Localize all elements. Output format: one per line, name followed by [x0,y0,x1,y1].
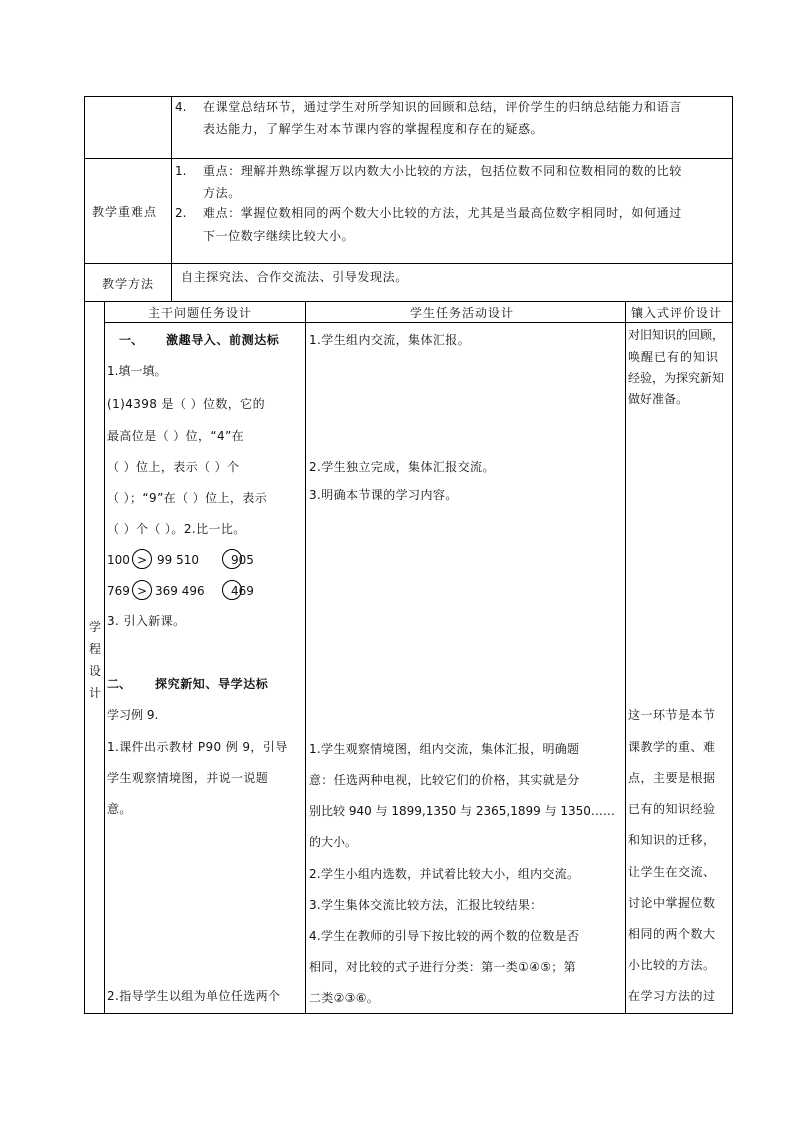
column-header: 主干问题任务设计 [148,306,253,320]
evaluation-line: 做好准备。 [628,392,689,406]
step1-line: 1.课件出示教材 P90 例 9，引导 [107,740,288,754]
row1-text-line1: 在课堂总结环节，通过学生对所学知识的回顾和总结，评价学生的归纳总结能力和语言 [203,100,682,114]
evaluation-line: 让学生在交流、 [628,865,716,879]
question1-line: （ ）；“9”在（ ）位上，表示 [107,491,268,505]
activity-line: 的大小。 [309,835,358,849]
item1-number: 1. [175,164,187,178]
item2-number: 2. [175,206,187,220]
question1: 1.填一填。 [107,364,167,378]
evaluation-line: 这一环节是本节 [628,708,716,722]
column-header: 镶入式评价设计 [631,306,723,320]
step1-line: 学生观察情境图，并说一说题 [107,771,269,785]
compare-number: 100 [107,553,130,567]
row-divider [84,301,733,302]
step2-line: 2.指导学生以组为单位任选两个 [107,989,281,1003]
compare-number: 905 [231,553,254,567]
evaluation-line: 对旧知识的回顾， [628,328,725,342]
activity-line: 1.学生组内交流，集体汇报。 [309,333,471,347]
activity-line: 二类②③⑥。 [309,991,380,1005]
item1-line1: 重点：理解并熟练掌握万以内数大小比较的方法，包括位数不同和位数相同的数的比较 [203,164,682,178]
activity-line: 3.学生集体交流比较方法，汇报比较结果： [309,898,543,912]
activity-line: 2.学生独立完成，集体汇报交流。 [309,460,495,474]
activity-line: 4.学生在教师的引导下按比较的两个数的位数是否 [309,929,580,943]
question3: 3. 引入新课。 [107,614,186,628]
col-divider [104,301,105,1014]
item2-line1: 难点：掌握位数相同的两个数大小比较的方法，尤其是当最高位数字相同时，如何通过 [203,206,682,220]
evaluation-line: 课教学的重、难 [628,740,716,754]
evaluation-line: 和知识的迁移， [628,833,716,847]
method-content: 自主探究法、合作交流法、引导发现法。 [181,270,408,284]
side-label: 学程设计 [88,620,101,700]
row-divider [84,263,733,264]
step1-line: 意。 [107,802,132,816]
col-divider [305,301,306,1014]
evaluation-line: 相同的两个数大 [628,927,716,941]
activity-line: 相同，对比较的式子进行分类：第一类①④⑤；第 [309,960,576,974]
row1-text-line2: 表达能力，了解学生对本节课内容的掌握程度和存在的疑惑。 [203,122,544,136]
method-label: 教学方法 [102,277,155,291]
section2-number: 二、 [107,677,132,691]
question1-line: (1)4398 是（ ）位数，它的 [107,397,265,411]
activity-line: 1.学生观察情境图，组内交流，集体汇报，明确题 [309,742,580,756]
section1-number: 一、 [119,333,144,347]
row-divider [84,158,733,159]
section1-title: 激趣导入、前测达标 [166,333,280,347]
key-difficult-label: 教学重难点 [92,205,158,219]
compare-symbol: > [137,584,148,598]
evaluation-line: 已有的知识经验 [628,802,716,816]
evaluation-line: 唤醒已有的知识 [628,350,720,364]
question1-line: 最高位是（ ）位，“4”在 [107,429,245,443]
compare-number: 769 [107,584,130,598]
evaluation-line: 经验，为探究新知 [628,371,725,385]
study-example: 学习例 9. [107,708,159,722]
col-divider [625,301,626,1014]
row1-number: 4. [175,100,187,114]
question1-line: （ ）位上，表示（ ）个 [107,460,240,474]
compare-number: 469 [231,584,254,598]
evaluation-line: 在学习方法的过 [628,989,716,1003]
activity-line: 2.学生小组内选数，并试着比较大小，组内交流。 [309,867,580,881]
col-divider [171,96,172,301]
evaluation-line: 点，主要是根据 [628,771,716,785]
item2-line2: 下一位数字继续比较大小。 [203,229,355,243]
item1-line2: 方法。 [203,186,241,200]
compare-number: 99 510 [157,553,199,567]
evaluation-line: 讨论中掌握位数 [628,896,716,910]
activity-line: 3.明确本节课的学习内容。 [309,488,458,502]
column-header: 学生任务活动设计 [410,306,515,320]
compare-number: 369 496 [155,584,205,598]
row-divider [104,322,733,323]
evaluation-line: 小比较的方法。 [628,958,716,972]
activity-line: 别比较 940 与 1899,1350 与 2365,1899 与 1350…… [309,804,615,818]
question1-line: （ ）个（ ）。2.比一比。 [107,522,246,536]
section2-title: 探究新知、导学达标 [155,677,269,691]
compare-symbol: > [137,553,148,567]
activity-line: 意：任选两种电视，比较它们的价格，其实就是分 [309,773,580,787]
